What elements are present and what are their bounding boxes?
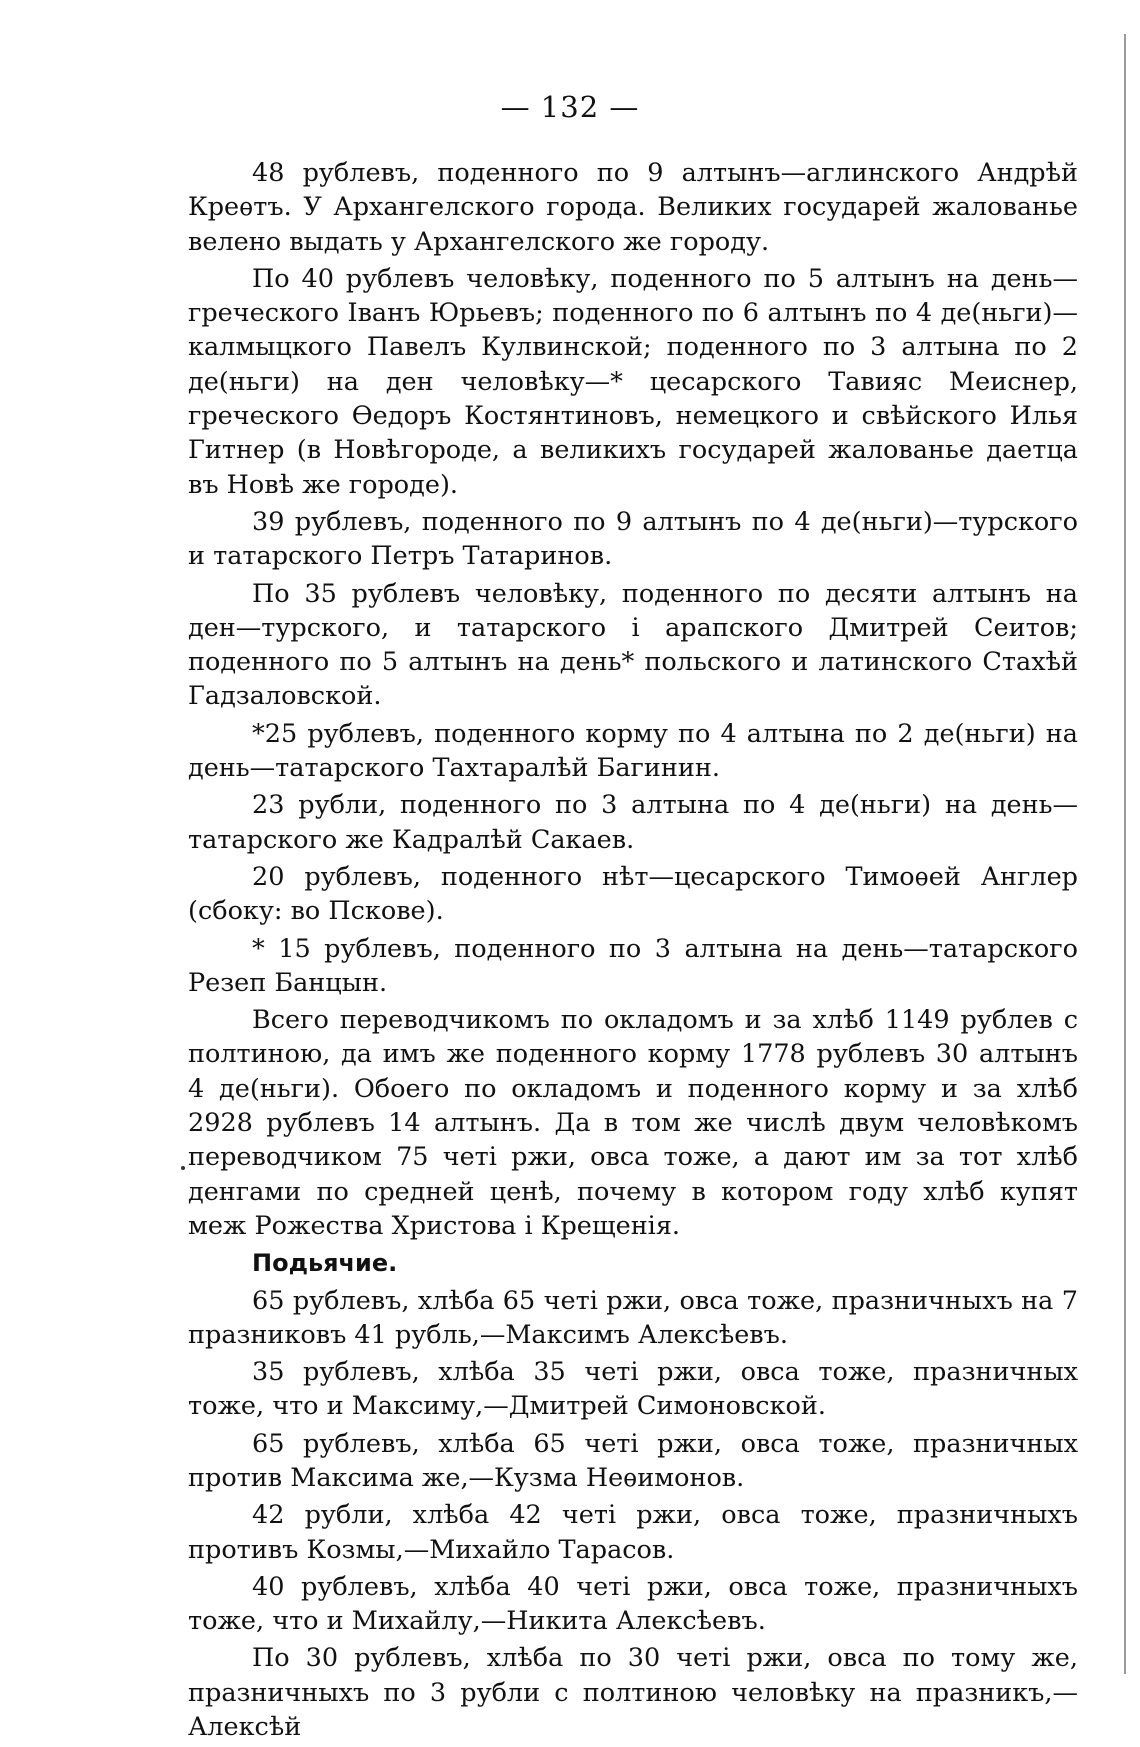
paragraph: 39 рублевъ, поденного по 9 алтынъ по 4 де(ньги)—турского и татарского Петръ Татаринов. (188, 506, 1078, 572)
section-paragraph: 40 рублевъ, хлѣба 40 четі ржи, овса тоже, празничныхъ тоже, что и Михайлу,—Никита Алексѣевъ. (188, 1571, 1078, 1637)
section-paragraph: 65 рублевъ, хлѣба 65 четі ржи, овса тоже, празничныхъ на 7 празниковъ 41 рубль,—Максимъ Алексѣевъ. (188, 1285, 1078, 1350)
paragraph: * 15 рублевъ, поденного по 3 алтына на день—татарского Резеп Банцын. (188, 933, 1078, 998)
section-paragraph: 42 рубли, хлѣба 42 четі ржи, овса тоже, празничныхъ противъ Козмы,—Михайло Тарасов. (188, 1500, 1078, 1565)
paragraph: *25 рублевъ, поденного корму по 4 алтына по 2 де(ньги) на день—татарского Тахтаралѣй Багинин. (188, 718, 1078, 784)
paragraph: 20 рублевъ, поденного нѣт—цесарского Тимоѳей Англер (сбоку: во Пскове). (188, 861, 1078, 927)
paragraph: Всего переводчикомъ по окладомъ и за хлѣб 1149 рублев с полтиною, да имъ же поденного корму 1778 рублевъ 30 алтынъ 4 де(ньги). Обоего по окладомъ и поденного корму и за хлѣб 2928 рублевъ 14 алтынъ. Да в том же числѣ двум человѣкомъ переводчиком 75 четі ржи, овса тоже, а дают им за тот хлѣб денгами по средней ценѣ, почему в котором году хлѣб купят меж Рожества Христова і Крещенія. (188, 1005, 1078, 1241)
paragraph: 23 рубли, поденного по 3 алтына по 4 де(ньги) на день—татарского же Кадралѣй Сакаев. (188, 790, 1078, 855)
page-edge-line (1124, 34, 1126, 1674)
ink-speck (181, 1166, 185, 1170)
paragraph: По 35 рублевъ человѣку, поденного по десяти алтынъ на ден—турского, и татарского і арапского Дмитрей Сеитов; поденного по 5 алтынъ на день* польского и латинского Стахѣй Гадзаловской. (188, 578, 1078, 712)
section-paragraph: 65 рублевъ, хлѣба 65 четі ржи, овса тоже, празничных против Максима же,—Кузма Неѳимонов. (188, 1428, 1078, 1493)
paragraph: По 40 рублевъ человѣку, поденного по 5 алтынъ на день—греческого Іванъ Юрьевъ; поденного по 6 алтынъ по 4 де(ньги)—калмыцкого Павелъ Кулвинской; поденного по 3 алтына по 2 де(ньги) на ден человѣку—* цесарского Тавияс Меиснер, греческого Ѳедоръ Костянтиновъ, немецкого и свѣйского Илья Гитнер (в Новѣгороде, а великихъ государей жалованье даетца въ Новѣ же городе). (188, 263, 1078, 500)
page-number: — 132 — (500, 90, 640, 124)
section-paragraph: 35 рублевъ, хлѣба 35 четі ржи, овса тоже, празничных тоже, что и Максиму,—Дмитрей Симоновской. (188, 1357, 1078, 1422)
page-text (188, 156, 1078, 1747)
paragraph: 48 рублевъ, поденного по 9 алтынъ—аглинского Андрѣй Креѳтъ. У Архангелского города. Великих государей жалованье велено выдать у Архангелского же городу. (188, 158, 1078, 257)
section-paragraph: По 30 рублевъ, хлѣба по 30 четі ржи, овса по тому же, празничныхъ по 3 рубли с полтиною человѣку на празникъ,—Алексѣй (188, 1643, 1078, 1743)
section-heading: Подьячие. (252, 1249, 398, 1278)
